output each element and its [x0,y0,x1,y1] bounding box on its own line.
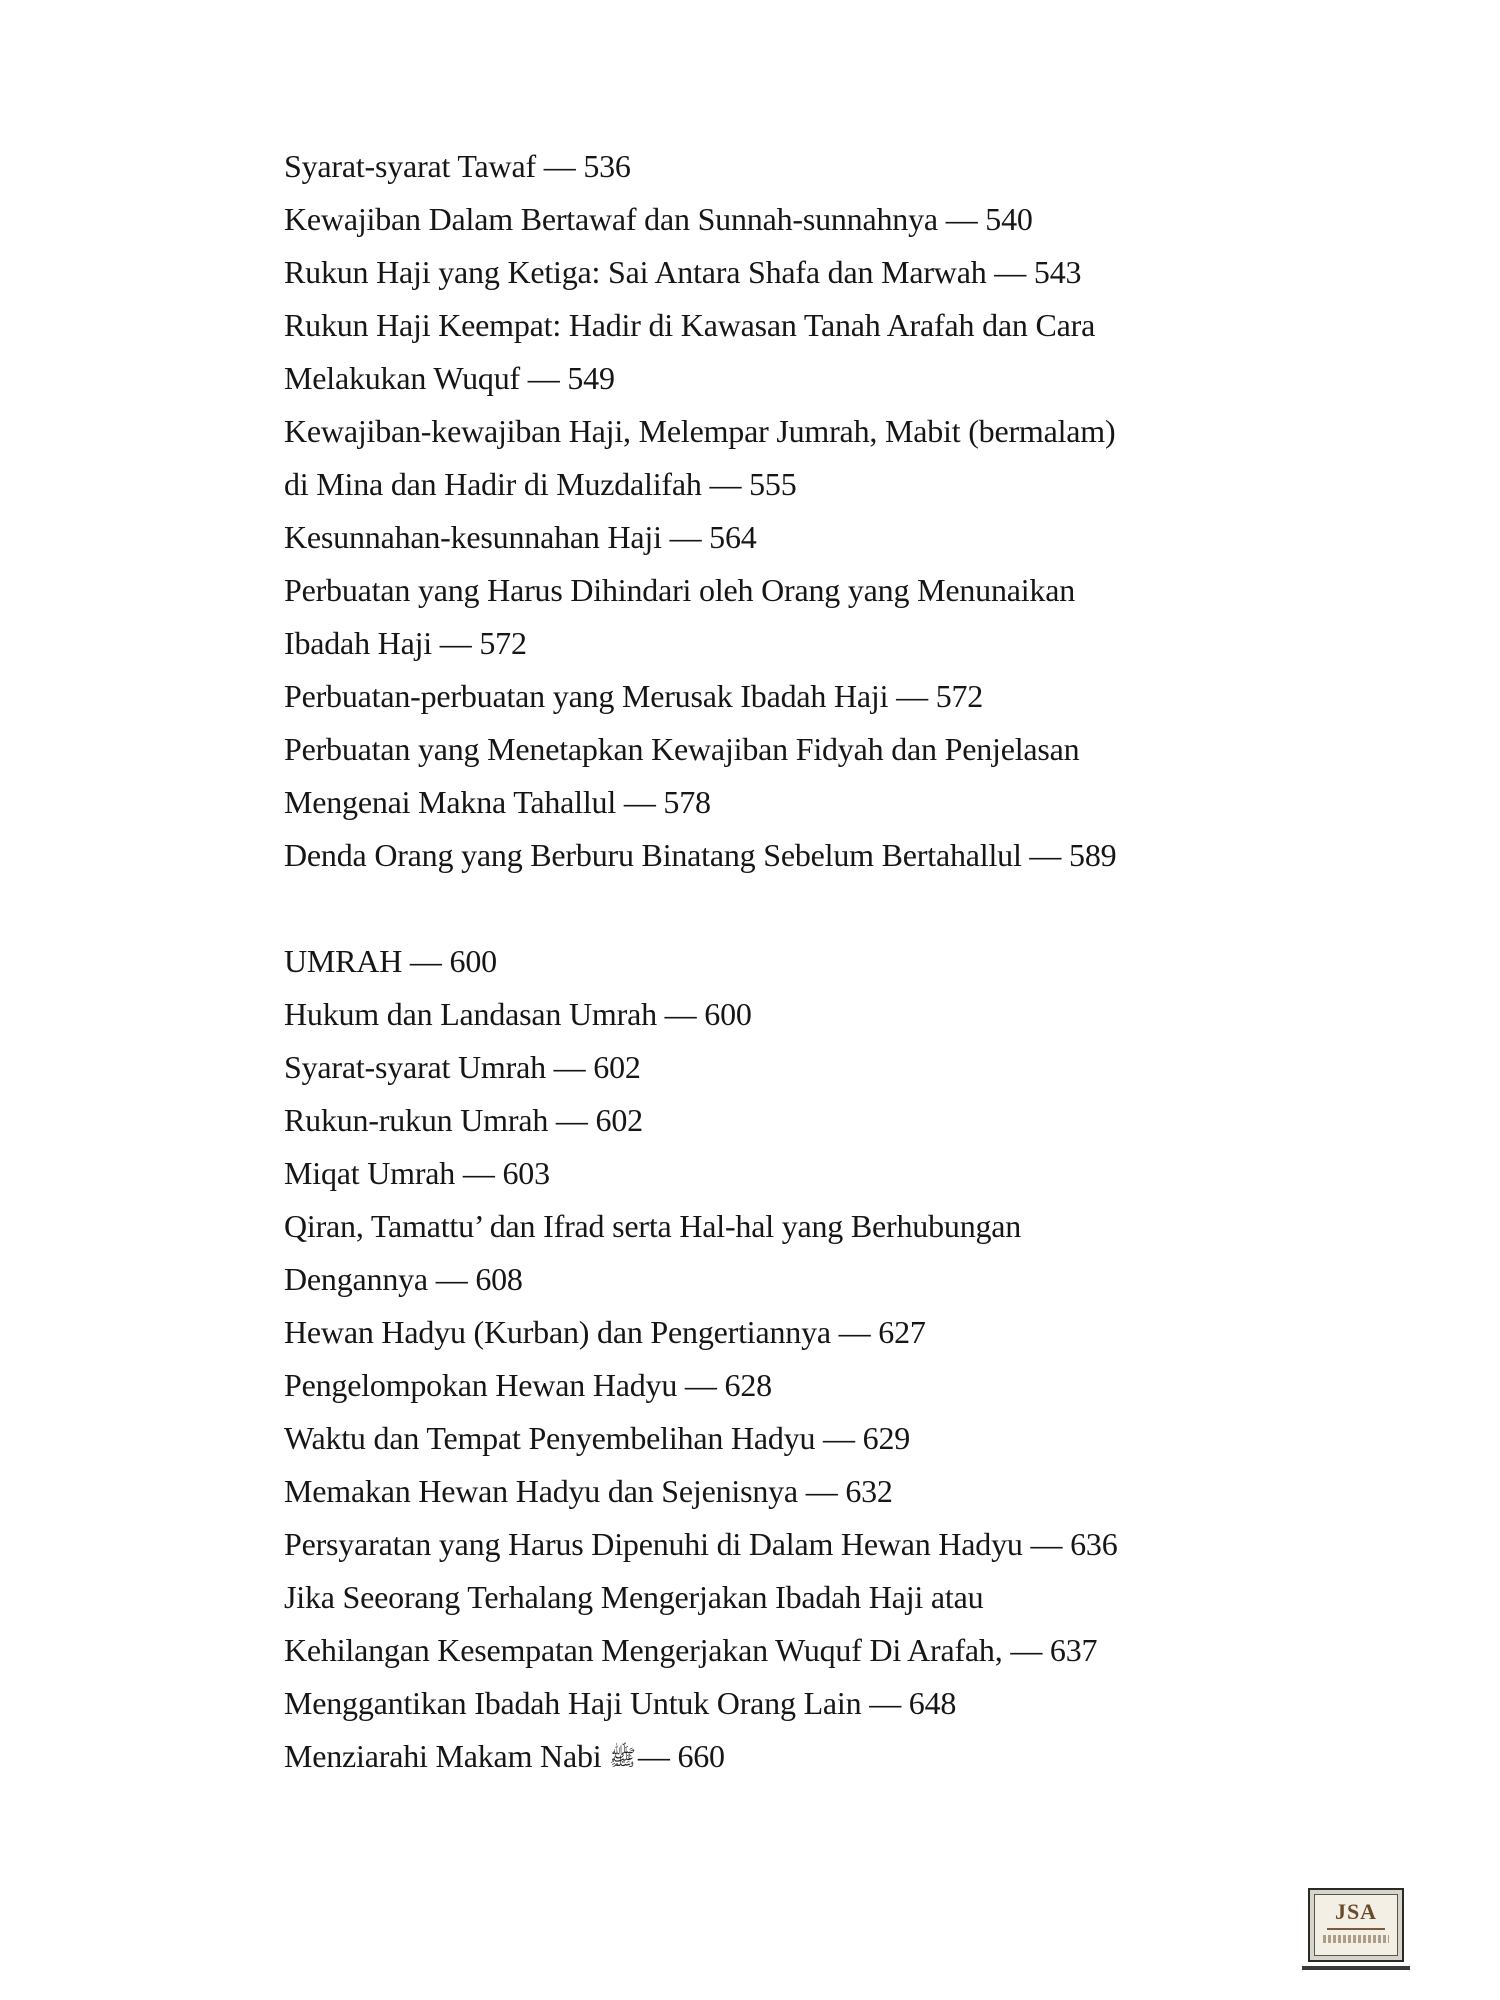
toc-entry: Hukum dan Landasan Umrah — 600 [284,996,752,1032]
toc-entry: Jika Seeorang Terhalang Mengerjakan Ibadah Haji atau [284,1579,984,1615]
logo-rule [1327,1928,1384,1930]
toc-entry: Dengannya — 608 [284,1261,523,1297]
toc-entry: Ibadah Haji — 572 [284,625,527,661]
toc-entry: Syarat-syarat Umrah — 602 [284,1049,641,1085]
toc-entry: Kesunnahan-kesunnahan Haji — 564 [284,519,757,555]
toc-entry: Rukun Haji Keempat: Hadir di Kawasan Tanah Arafah dan Cara [284,307,1096,343]
toc-entry: Memakan Hewan Hadyu dan Sejenisnya — 632 [284,1473,893,1509]
toc-entry: Persyaratan yang Harus Dipenuhi di Dalam Hewan Hadyu — 636 [284,1526,1118,1562]
toc-section-heading: UMRAH — 600 [284,943,497,979]
toc-entry: Kehilangan Kesempatan Mengerjakan Wuquf Di Arafah, — 637 [284,1632,1098,1668]
toc-entry: Rukun Haji yang Ketiga: Sai Antara Shafa dan Marwah — 543 [284,254,1082,290]
toc-entry: Mengenai Makna Tahallul — 578 [284,784,711,820]
toc-entry: Kewajiban Dalam Bertawaf dan Sunnah-sunnahnya — 540 [284,201,1033,237]
toc-entry: Melakukan Wuquf — 549 [284,360,615,396]
toc-entry-page: — 660 [637,1738,725,1774]
toc-entry: Waktu dan Tempat Penyembelihan Hadyu — 629 [284,1420,911,1456]
toc-entry-last [284,1730,1304,1783]
logo-base [1302,1966,1410,1970]
toc-entry: Perbuatan yang Harus Dihindari oleh Orang yang Menunaikan [284,572,1076,608]
logo-frame [1314,1894,1398,1956]
logo-text: JSA [1334,1899,1378,1924]
toc-entry: Qiran, Tamattu’ dan Ifrad serta Hal-hal yang Berhubungan [284,1208,1022,1244]
section-spacer [284,882,1304,935]
honorific-glyph-icon: ﷺ [609,1745,636,1770]
toc-entry: Menggantikan Ibadah Haji Untuk Orang Lain — 648 [284,1685,957,1721]
toc-entry-text: Menziarahi Makam Nabi [284,1738,602,1774]
toc-entry: Rukun-rukun Umrah — 602 [284,1102,643,1138]
toc-entry: Denda Orang yang Berburu Binatang Sebelum Bertahallul — 589 [284,837,1117,873]
toc-entry: Kewajiban-kewajiban Haji, Melempar Jumrah, Mabit (bermalam) [284,413,1116,449]
toc-entry: Perbuatan yang Menetapkan Kewajiban Fidyah dan Penjelasan [284,731,1080,767]
toc-entry: Syarat-syarat Tawaf — 536 [284,148,631,184]
logo-fine-print [1323,1935,1389,1943]
jsa-collection-logo-icon [1308,1888,1404,1962]
toc-entry: Miqat Umrah — 603 [284,1155,550,1191]
toc-entry: di Mina dan Hadir di Muzdalifah — 555 [284,466,797,502]
table-of-contents [284,140,1304,1783]
toc-entry: Pengelompokan Hewan Hadyu — 628 [284,1367,772,1403]
toc-entry: Perbuatan-perbuatan yang Merusak Ibadah Haji — 572 [284,678,984,714]
toc-entry: Hewan Hadyu (Kurban) dan Pengertiannya — 627 [284,1314,926,1350]
